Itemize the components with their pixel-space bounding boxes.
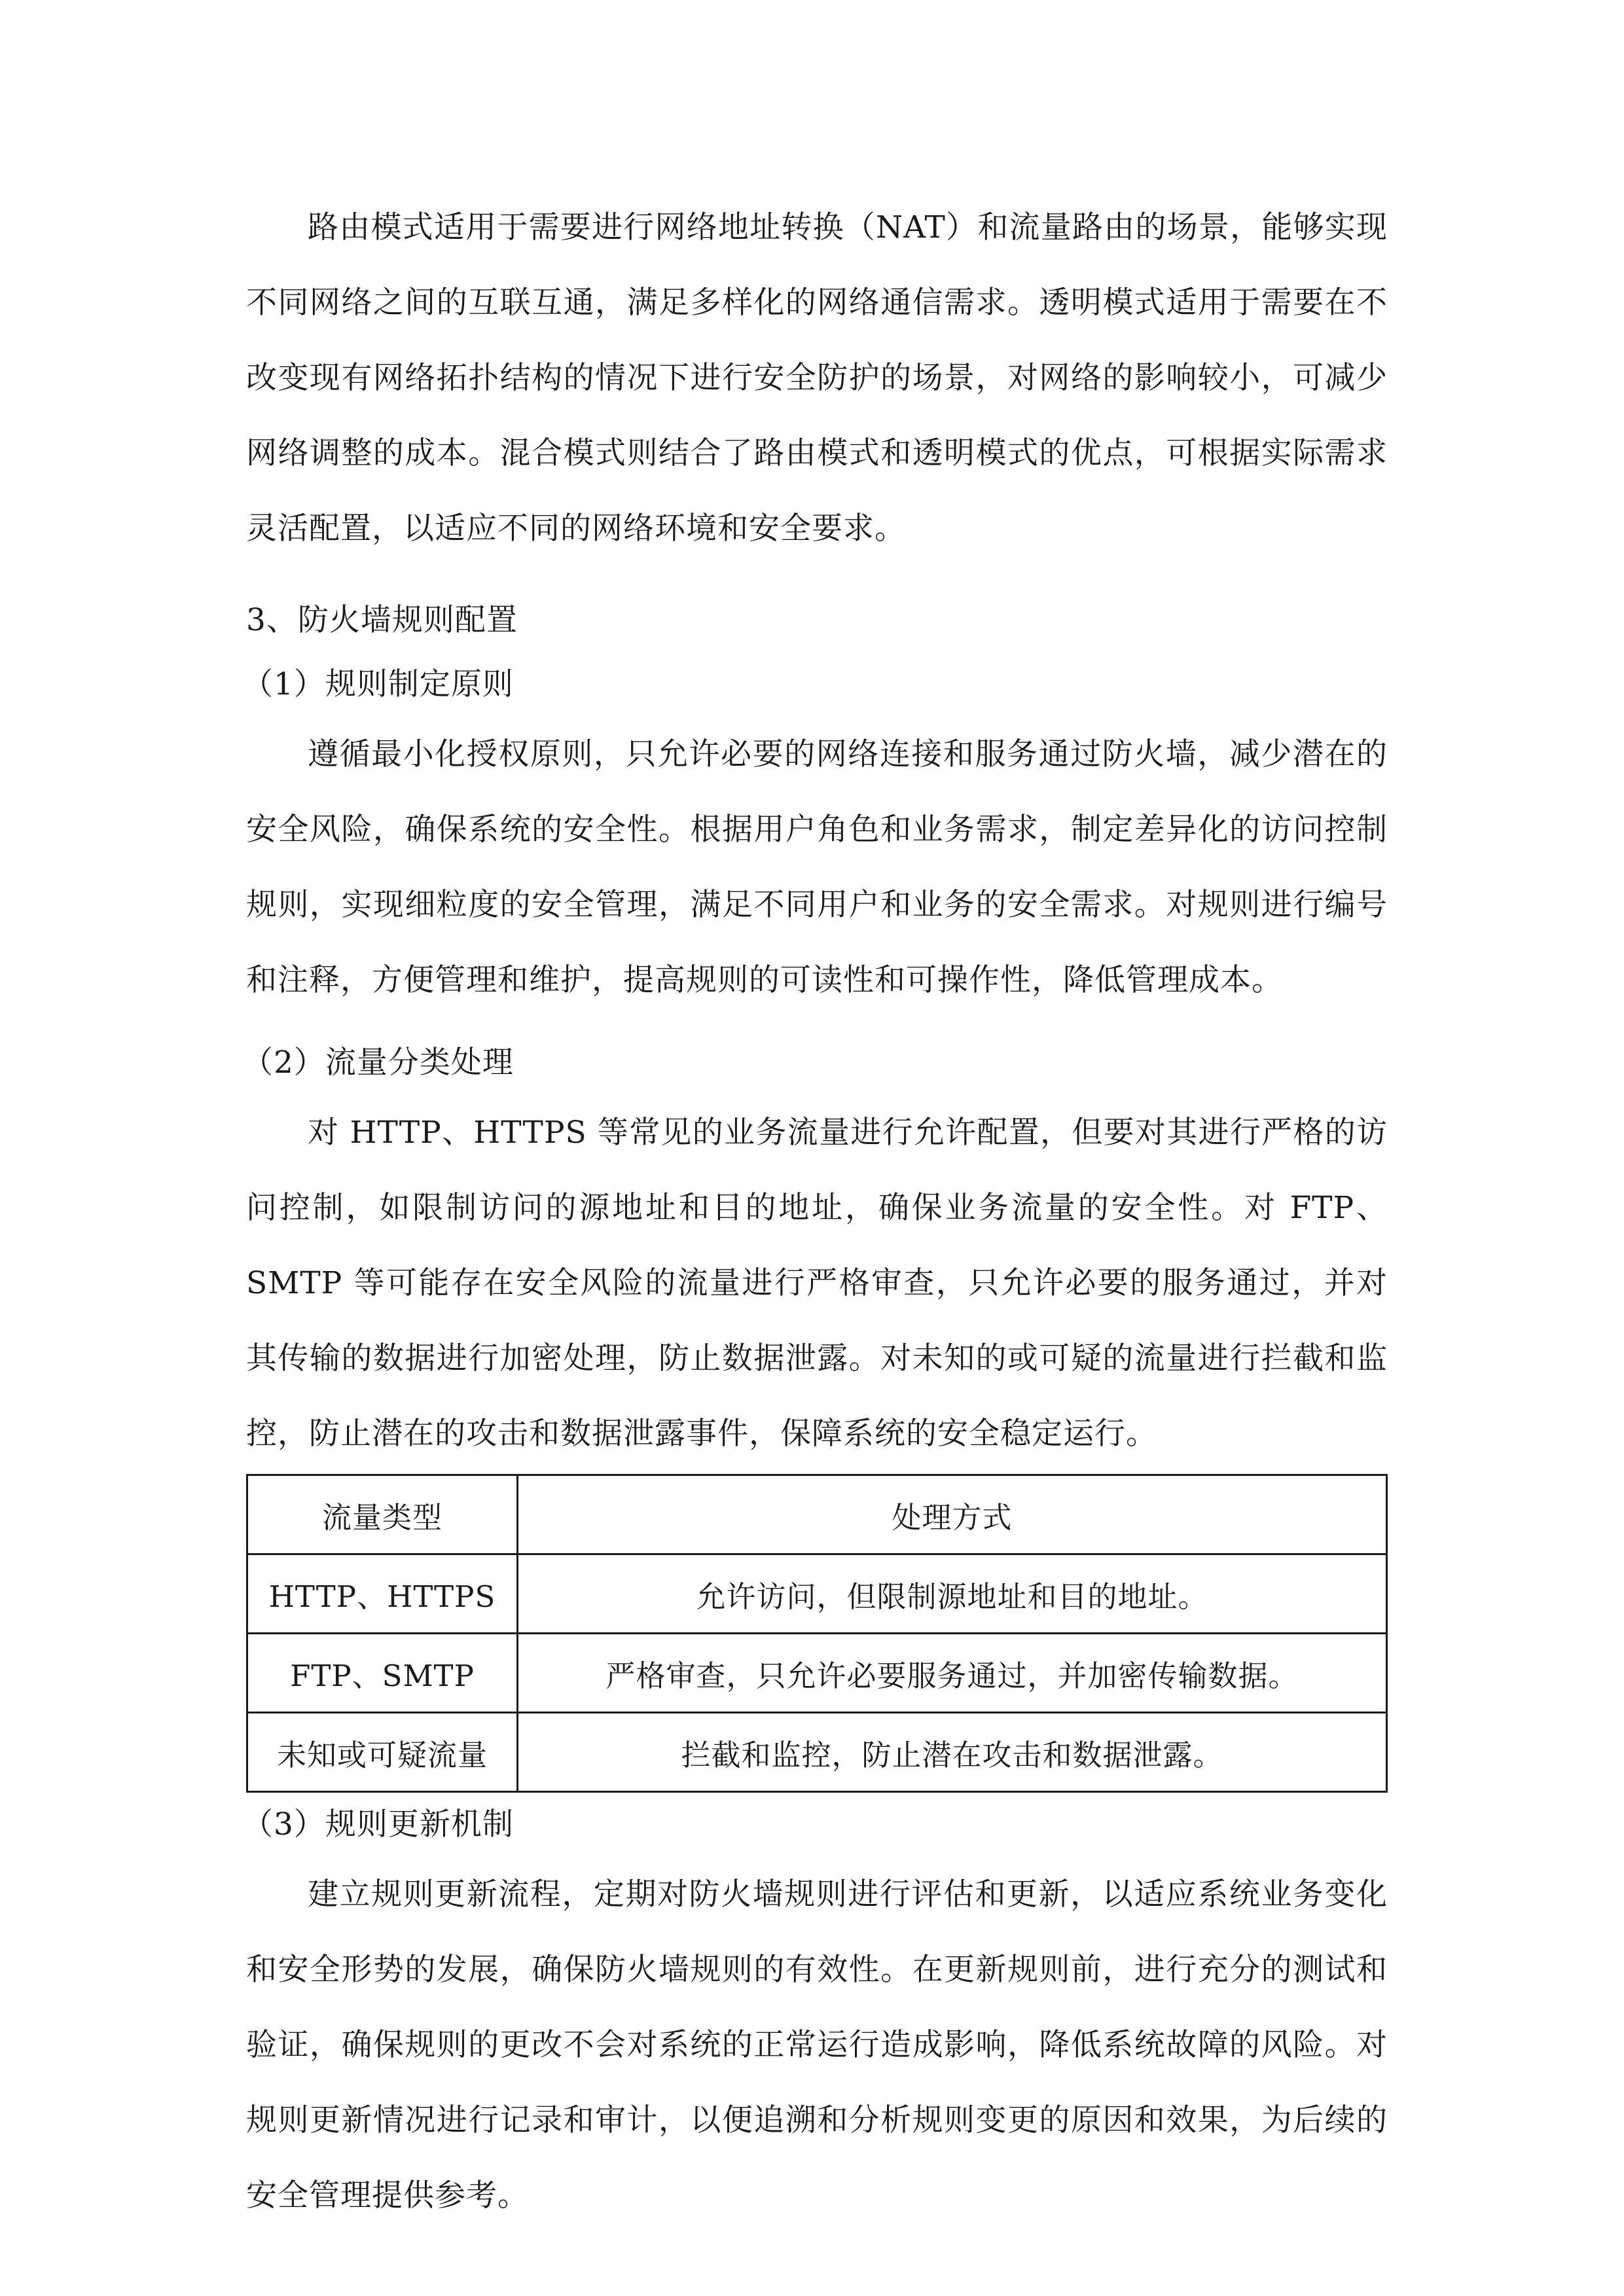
table-cell: 严格审查，只允许必要服务通过，并加密传输数据。 [518, 1634, 1387, 1713]
table-header-cell: 流量类型 [247, 1475, 518, 1554]
table-row [247, 1634, 1387, 1713]
document-page [242, 190, 1388, 2233]
subsection-title-rule-update: （3）规则更新机制 [242, 1806, 514, 1842]
mode-description-paragraph: 路由模式适用于需要进行网络地址转换（NAT）和流量路由的场景，能够实现不同网络之间的互联互通，满足多样化的网络通信需求。透明模式适用于需要在不改变现有网络拓扑结构的情况下进行安全防护的场景，对网络的影响较小，可减少网络调整的成本。混合模式则结合了路由模式和透明模式的优点，可根据实际需求灵活配置，以适应不同的网络环境和安全要求。 [246, 209, 1388, 547]
rule-principles-paragraph: 遵循最小化授权原则，只允许必要的网络连接和服务通过防火墙，减少潜在的安全风险，确保系统的安全性。根据用户角色和业务需求，制定差异化的访问控制规则，实现细粒度的安全管理，满足不同用户和业务的安全需求。对规则进行编号和注释，方便管理和维护，提高规则的可读性和可操作性，降低管理成本。 [246, 736, 1388, 998]
traffic-handling-table [246, 1474, 1388, 1793]
subsection-title-rule-principles: （1）规则制定原则 [242, 666, 514, 702]
table-cell: FTP、SMTP [247, 1634, 518, 1713]
table-cell: 拦截和监控，防止潜在攻击和数据泄露。 [518, 1713, 1387, 1792]
subsection-title-traffic-classification: （2）流量分类处理 [242, 1045, 514, 1081]
rule-update-paragraph: 建立规则更新流程，定期对防火墙规则进行评估和更新，以适应系统业务变化和安全形势的发展，确保防火墙规则的有效性。在更新规则前，进行充分的测试和验证，确保规则的更改不会对系统的正常运行造成影响，降低系统故障的风险。对规则更新情况进行记录和审计，以便追溯和分析规则变更的原因和效果，为后续的安全管理提供参考。 [246, 1876, 1388, 2214]
section-title-firewall-rules: 3、防火墙规则配置 [246, 602, 518, 638]
table-cell: 允许访问，但限制源地址和目的地址。 [518, 1554, 1387, 1634]
table-cell: HTTP、HTTPS [247, 1554, 518, 1634]
table-row [247, 1713, 1387, 1792]
traffic-classification-paragraph: 对 HTTP、HTTPS 等常见的业务流量进行允许配置，但要对其进行严格的访问控制，如限制访问的源地址和目的地址，确保业务流量的安全性。对 FTP、SMTP 等可能存在安全风险的流量进行严格审查，只允许必要的服务通过，并对其传输的数据进行加密处理，防止数据泄露。对未知的或可疑的流量进行拦截和监控，防止潜在的攻击和数据泄露事件，保障系统的安全稳定运行。 [246, 1115, 1388, 1452]
table-header-cell: 处理方式 [518, 1475, 1387, 1554]
table-row [247, 1554, 1387, 1634]
table-header-row [247, 1475, 1387, 1554]
table-cell: 未知或可疑流量 [247, 1713, 518, 1792]
